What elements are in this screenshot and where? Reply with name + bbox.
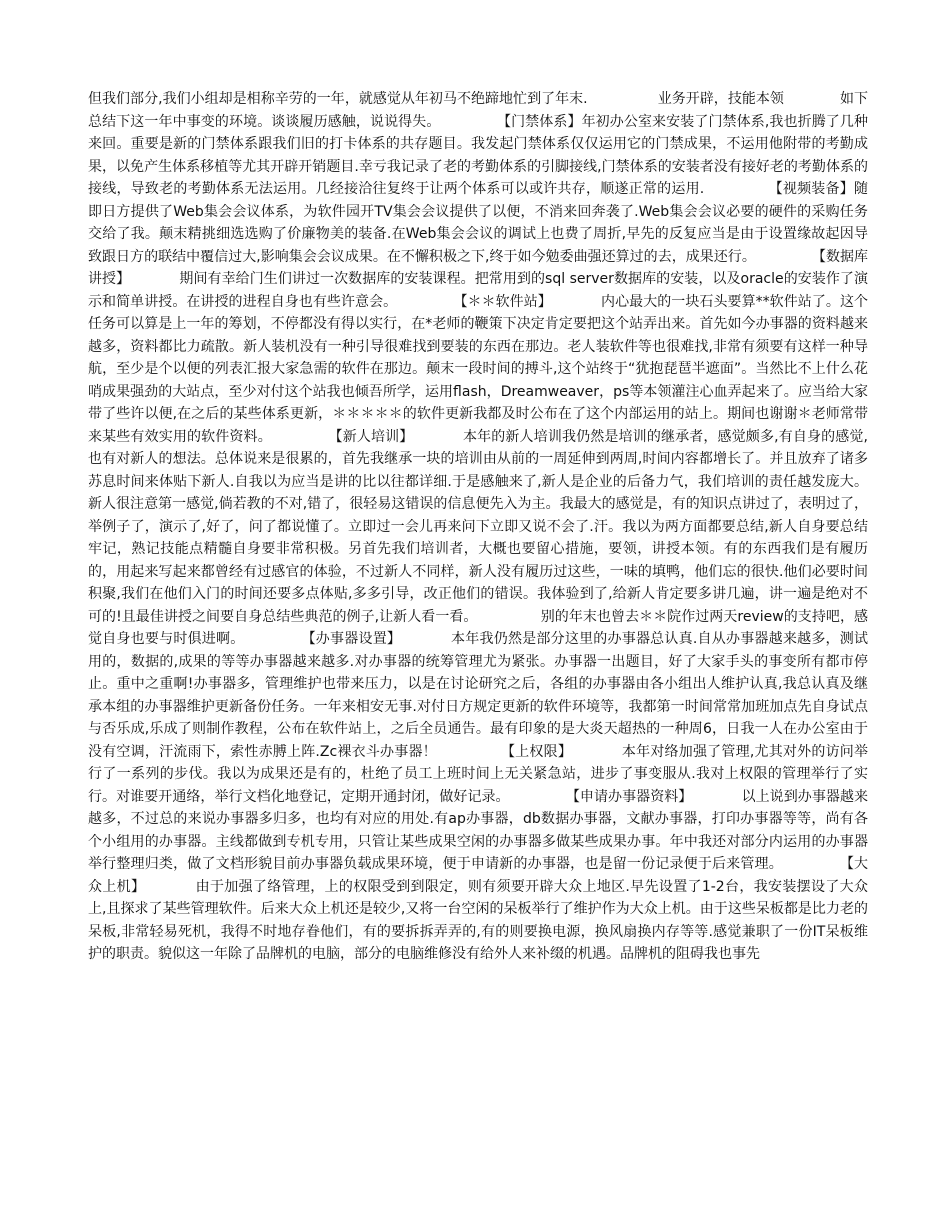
document-page bbox=[88, 88, 868, 966]
body-text: 但我们部分,我们小组却是相称辛劳的一年，就感觉从年初马不绝蹄地忙到了年末. 业务开辟，技能本领 如下总结下这一年中事变的环境。谈谈履历感触，说说得失。 【门禁体系】年初办公室来安装了门禁体系,我也折腾了几种来回。重要是新的门禁体系跟我们旧的打卡体系的共存题目。我发起门禁体系仅仅运用它的门禁成果，不运用他附带的考勤成果，以免产生体系移植等尤其开辟开销题目.幸亏我记录了老的考勤体系的引脚接线,门禁体系的安装者没有接好老的考勤体系的接线，导致老的考勤体系无法运用。几经接洽往复终于让两个体系可以或许共存，顺遂正常的运用. 【视频装备】随即日方提供了Web集会会议体系，为软件园开TV集会会议提供了以便，不消来回奔袭了.Web集会会议必要的硬件的采购任务交给了我。颠末精挑细选选购了价廉物美的装备.在Web集会会议的调试上也费了周折,早先的反复应当是由于设置缘故起因导致跟日方的联结中覆信过大,影响集会会议成果。在不懈积极之下,终于如今勉委曲强还算过的去，成果还行。 【数据库讲授】 期间有幸给门生们讲过一次数据库的安装课程。把常用到的sql server数据库的安装，以及oracle的安装作了演示和简单讲授。在讲授的进程自身也有些许意会。 【＊＊软件站】 内心最大的一块石头要算**软件站了。这个任务可以算是上一年的筹划，不停都没有得以实行，在*老师的鞭策下决定肯定要把这个站弄出来。首先如今办事器的资料越来越多，资料都比力疏散。新人装机没有一种引导很难找到要装的东西在那边。老人装软件等也很难找,非常有须要有这样一种导航，至少是个以便的列表汇报大家急需的软件在那边。颠末一段时间的搏斗,这个站终于“犹抱琵琶半遮面”。当然比不上什么花哨成果强劲的大站点，至少对付这个站我也倾吾所学，运用flash，Dreamweaver，ps等本领灌注心血弄起来了。应当给大家带了些许以便,在之后的某些体系更新，＊＊＊＊＊的软件更新我都及时公布在了这个内部运用的站上。期间也谢谢＊老师常带来某些有效实用的软件资料。 【新人培训】 本年的新人培训我仍然是培训的继承者，感觉颇多,有自身的感觉,也有对新人的想法。总体说来是很累的，首先我继承一块的培训由从前的一周延伸到两周,时间内容都增长了。并且放弃了诸多苏息时间来体贴下新人.自我以为应当是讲的比以往都详细.于是感触来了,新人是企业的后备力气，我们培训的责任越发庞大。新人很注意第一感觉,倘若教的不对,错了，很轻易这错误的信息便先入为主。我最大的感觉是，有的知识点讲过了，表明过了，举例子了，演示了,好了，问了都说懂了。立即过一会儿再来问下立即又说不会了.汗。我以为两方面都要总结,新人自身要总结牢记，熟记技能点精髓自身要非常积极。另首先我们培训者，大概也要留心措施，要领，讲授本领。有的东西我们是有履历的，用起来写起来都曾经有过感官的体验，不过新人不同样，新人没有履历过这些，一味的填鸭，他们忘的很快.他们必要时间积聚,我们在他们入门的时间还要多点体贴,多多引导，改正他们的错误。我体验到了,给新人肯定要多讲几遍，讲一遍是绝对不可的!且最佳讲授之间要自身总结些典范的例子,让新人看一看。 别的年末也曾去＊＊院作过两天review的支持吧，感觉自身也要与时俱进啊。 【办事器设置】 本年我仍然是部分这里的办事器总认真.自从办事器越来越多，测试用的，数据的,成果的等等办事器越来越多.对办事器的统筹管理尤为紧张。办事器一出题目，好了大家手头的事变所有都市停止。重中之重啊!办事器多，管理维护也带来压力，以是在讨论研究之后，各组的办事器由各小组出人维护认真,我总认真及继承本组的办事器维护更新备份任务。一年来相安无事.对付日方规定更新的软件环境等，我都第一时间常常加班加点先自身试点与否乐成,乐成了则制作教程，公布在软件站上，之后全员通告。最有印象的是大炎天超热的一种周6，日我一人在办公室由于没有空调，汗流雨下，索性赤膊上阵.Zc裸衣斗办事器！ 【上权限】 本年对络加强了管理,尤其对外的访问举行了一系列的步伐。我以为成果还是有的，杜绝了员工上班时间上无关紧急站，进步了事变服从.我对上权限的管理举行了实行。对谁要开通络，举行文档化地登记，定期开通封闭，做好记录。 【申请办事器资料】 以上说到办事器越来越多，不过总的来说办事器多归多，也均有对应的用处.有ap办事器，db数据办事器，文献办事器，打印办事器等等，尚有各个小组用的办事器。主线都做到专机专用，只管让某些成果空闲的办事器多做某些成果办事。年中我还对部分内运用的办事器举行整理归类，做了文档形貌目前办事器负载成果环境，便于申请新的办事器，也是留一份记录便于后来管理。 【大众上机】 由于加强了络管理，上的权限受到到限定，则有须要开辟大众上地区.早先设置了1-2台，我安装摆设了大众上,且探求了某些管理软件。后来大众上机还是较少,又将一台空闲的呆板举行了维护作为大众上机。由于这些呆板都是比力老的呆板,非常轻易死机，我得不时地存眷他们，有的要拆拆弄弄的,有的则要换电源，换风扇换内存等等.感觉兼职了一份IT呆板维护的职责。貌似这一年除了品牌机的电脑，部分的电脑维修没有给外人来补缀的机遇。品牌机的阻碍我也事先 bbox=[88, 91, 868, 962]
